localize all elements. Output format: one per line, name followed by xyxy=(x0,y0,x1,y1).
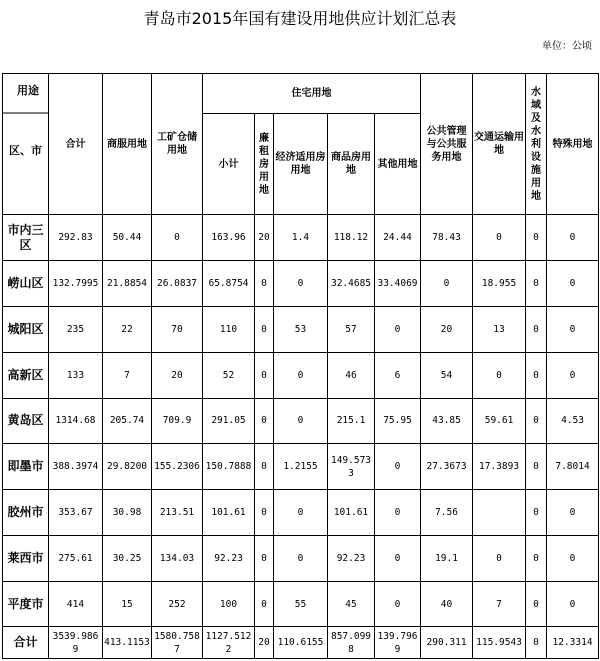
table-row xyxy=(3,444,599,490)
table-row xyxy=(3,352,599,398)
cell: 0 xyxy=(526,444,547,490)
table-row xyxy=(3,398,599,444)
cell: 0 xyxy=(421,261,473,307)
cell: 59.61 xyxy=(473,398,526,444)
cell: 12.3314 xyxy=(547,627,599,659)
header-commercial: 商服用地 xyxy=(103,74,152,215)
cell: 33.4069 xyxy=(375,261,421,307)
cell: 0 xyxy=(526,352,547,398)
cell: 26.0837 xyxy=(152,261,203,307)
cell: 4.53 xyxy=(547,398,599,444)
cell: 0 xyxy=(547,306,599,352)
cell: 0 xyxy=(274,535,328,581)
cell: 20 xyxy=(421,306,473,352)
table-row-total xyxy=(3,627,599,659)
cell: 0 xyxy=(547,261,599,307)
cell: 215.1 xyxy=(328,398,375,444)
cell xyxy=(473,490,526,536)
cell: 20 xyxy=(255,627,274,659)
cell: 21.8854 xyxy=(103,261,152,307)
cell: 0 xyxy=(526,306,547,352)
cell: 0 xyxy=(255,398,274,444)
row-label: 高新区 xyxy=(3,352,49,398)
cell: 0 xyxy=(473,215,526,261)
cell: 0 xyxy=(526,215,547,261)
table-row xyxy=(3,261,599,307)
cell: 235 xyxy=(49,306,103,352)
cell: 115.9543 xyxy=(473,627,526,659)
cell: 0 xyxy=(375,535,421,581)
row-label: 合计 xyxy=(3,627,49,659)
cell: 30.98 xyxy=(103,490,152,536)
cell: 150.7888 xyxy=(203,444,255,490)
cell: 413.1153 xyxy=(103,627,152,659)
cell: 27.3673 xyxy=(421,444,473,490)
cell: 0 xyxy=(255,535,274,581)
cell: 7 xyxy=(473,581,526,627)
table-row xyxy=(3,581,599,627)
cell: 0 xyxy=(526,261,547,307)
cell: 24.44 xyxy=(375,215,421,261)
cell: 0 xyxy=(375,306,421,352)
cell: 6 xyxy=(375,352,421,398)
cell: 50.44 xyxy=(103,215,152,261)
cell: 0 xyxy=(473,352,526,398)
page-title: 青岛市2015年国有建设用地供应计划汇总表 xyxy=(143,9,457,28)
cell: 20 xyxy=(255,215,274,261)
cell: 15 xyxy=(103,581,152,627)
cell: 388.3974 xyxy=(49,444,103,490)
cell: 0 xyxy=(274,398,328,444)
cell: 292.83 xyxy=(49,215,103,261)
table-row xyxy=(3,535,599,581)
corner-top-label: 用途 xyxy=(17,84,39,97)
cell: 0 xyxy=(255,261,274,307)
header-res-subtotal: 小计 xyxy=(203,113,255,215)
row-label: 黄岛区 xyxy=(3,398,49,444)
cell: 54 xyxy=(421,352,473,398)
cell: 0 xyxy=(255,352,274,398)
cell: 92.23 xyxy=(203,535,255,581)
cell: 110.6155 xyxy=(274,627,328,659)
cell: 0 xyxy=(152,215,203,261)
header-industrial: 工矿仓储用地 xyxy=(152,74,203,215)
cell: 0 xyxy=(526,581,547,627)
cell: 101.61 xyxy=(328,490,375,536)
cell: 0 xyxy=(547,215,599,261)
row-label: 莱西市 xyxy=(3,535,49,581)
cell: 3539.9869 xyxy=(49,627,103,659)
cell: 0 xyxy=(473,535,526,581)
table-row xyxy=(3,490,599,536)
cell: 45 xyxy=(328,581,375,627)
cell: 0 xyxy=(526,627,547,659)
cell: 1.2155 xyxy=(274,444,328,490)
cell: 92.23 xyxy=(328,535,375,581)
cell: 75.95 xyxy=(375,398,421,444)
cell: 213.51 xyxy=(152,490,203,536)
cell: 275.61 xyxy=(49,535,103,581)
cell: 118.12 xyxy=(328,215,375,261)
cell: 52 xyxy=(203,352,255,398)
header-res-other: 其他用地 xyxy=(375,113,421,215)
cell: 0 xyxy=(375,444,421,490)
cell: 0 xyxy=(255,490,274,536)
cell: 46 xyxy=(328,352,375,398)
cell: 0 xyxy=(375,581,421,627)
cell: 18.955 xyxy=(473,261,526,307)
table-row xyxy=(3,306,599,352)
corner-cell xyxy=(3,74,49,215)
cell: 22 xyxy=(103,306,152,352)
cell: 101.61 xyxy=(203,490,255,536)
row-label: 即墨市 xyxy=(3,444,49,490)
header-transport: 交通运输用地 xyxy=(473,74,526,215)
cell: 78.43 xyxy=(421,215,473,261)
cell: 0 xyxy=(255,581,274,627)
cell: 7 xyxy=(103,352,152,398)
cell: 1127.5122 xyxy=(203,627,255,659)
cell: 155.2306 xyxy=(152,444,203,490)
cell: 0 xyxy=(274,261,328,307)
cell: 252 xyxy=(152,581,203,627)
cell: 0 xyxy=(547,581,599,627)
cell: 17.3893 xyxy=(473,444,526,490)
cell: 55 xyxy=(274,581,328,627)
cell: 57 xyxy=(328,306,375,352)
header-water: 水域及水利设施用地 xyxy=(526,74,547,215)
cell: 40 xyxy=(421,581,473,627)
cell: 1314.68 xyxy=(49,398,103,444)
cell: 205.74 xyxy=(103,398,152,444)
row-label: 平度市 xyxy=(3,581,49,627)
cell: 0 xyxy=(255,444,274,490)
cell: 132.7995 xyxy=(49,261,103,307)
cell: 353.67 xyxy=(49,490,103,536)
cell: 0 xyxy=(547,535,599,581)
cell: 29.8200 xyxy=(103,444,152,490)
unit-label: 单位：公顷 xyxy=(542,41,592,52)
header-res-affordable: 经济适用房用地 xyxy=(274,113,328,215)
row-label: 城阳区 xyxy=(3,306,49,352)
cell: 0 xyxy=(526,398,547,444)
row-label: 崂山区 xyxy=(3,261,49,307)
cell: 0 xyxy=(547,352,599,398)
cell: 133 xyxy=(49,352,103,398)
cell: 1580.7587 xyxy=(152,627,203,659)
cell: 0 xyxy=(255,306,274,352)
cell: 0 xyxy=(526,535,547,581)
cell: 7.56 xyxy=(421,490,473,536)
header-residential: 住宅用地 xyxy=(203,74,421,114)
header-res-commodity: 商品房用地 xyxy=(328,113,375,215)
corner-bottom-label: 区、市 xyxy=(9,144,42,157)
cell: 100 xyxy=(203,581,255,627)
cell: 0 xyxy=(547,490,599,536)
cell: 290.311 xyxy=(421,627,473,659)
row-label: 市内三区 xyxy=(3,215,49,261)
cell: 53 xyxy=(274,306,328,352)
cell: 139.7969 xyxy=(375,627,421,659)
cell: 414 xyxy=(49,581,103,627)
cell: 163.96 xyxy=(203,215,255,261)
cell: 70 xyxy=(152,306,203,352)
cell: 0 xyxy=(526,490,547,536)
cell: 857.0998 xyxy=(328,627,375,659)
cell: 0 xyxy=(274,490,328,536)
cell: 1.4 xyxy=(274,215,328,261)
header-special: 特殊用地 xyxy=(547,74,599,215)
cell: 149.5733 xyxy=(328,444,375,490)
cell: 43.85 xyxy=(421,398,473,444)
cell: 65.8754 xyxy=(203,261,255,307)
cell: 32.4685 xyxy=(328,261,375,307)
cell: 13 xyxy=(473,306,526,352)
cell: 134.03 xyxy=(152,535,203,581)
cell: 0 xyxy=(274,352,328,398)
table-row xyxy=(3,215,599,261)
cell: 110 xyxy=(203,306,255,352)
cell: 30.25 xyxy=(103,535,152,581)
cell: 291.05 xyxy=(203,398,255,444)
cell: 709.9 xyxy=(152,398,203,444)
cell: 0 xyxy=(375,490,421,536)
cell: 7.8014 xyxy=(547,444,599,490)
land-supply-table xyxy=(2,73,599,659)
cell: 19.1 xyxy=(421,535,473,581)
header-public: 公共管理与公共服务用地 xyxy=(421,74,473,215)
header-res-lowrent: 廉租房用地 xyxy=(255,113,274,215)
header-total: 合计 xyxy=(49,74,103,215)
cell: 20 xyxy=(152,352,203,398)
row-label: 胶州市 xyxy=(3,490,49,536)
